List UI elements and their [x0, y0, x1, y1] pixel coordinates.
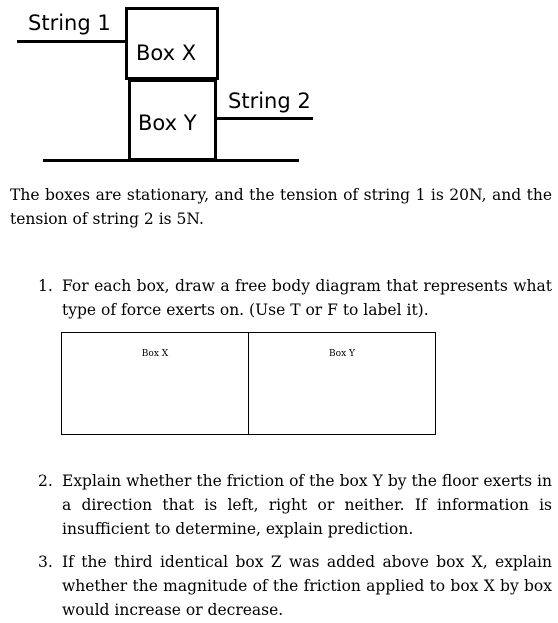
fbd-cell-box-x[interactable] [62, 333, 248, 434]
string-1-label: String 1 [28, 11, 111, 35]
question-text: Explain whether the friction of the box Y by the floor exerts in a direction that is left, right or neither. If information is insufficient to determine, explain prediction. [62, 472, 552, 538]
box-y-label: Box Y [138, 111, 197, 135]
box-x-label: Box X [136, 41, 197, 65]
question-number: 1. [38, 277, 53, 295]
question-number: 2. [38, 472, 53, 490]
intro-paragraph: The boxes are stationary, and the tension of string 1 is 20N, and the tension of string 2 is 5N. [10, 186, 552, 228]
fbd-cell-box-y[interactable] [248, 333, 435, 434]
question-text: If the third identical box Z was added above box X, explain whether the magnitude of the friction applied to box X by box would increase or decrease. [62, 553, 552, 619]
fbd-cell-label: Box X [141, 349, 169, 359]
question-number: 3. [38, 553, 53, 571]
string-1-line [17, 40, 126, 43]
string-2-label: String 2 [228, 89, 311, 113]
string-2-line [217, 117, 313, 120]
question-1 [38, 274, 552, 322]
fbd-cell-label: Box Y [329, 349, 355, 359]
question-text: For each box, draw a free body diagram that represents what type of force exerts on. (Use T or F to label it). [62, 277, 552, 319]
question-3 [38, 550, 552, 622]
floor-line [43, 159, 299, 162]
question-2 [38, 469, 552, 541]
free-body-diagram-table [61, 332, 436, 435]
